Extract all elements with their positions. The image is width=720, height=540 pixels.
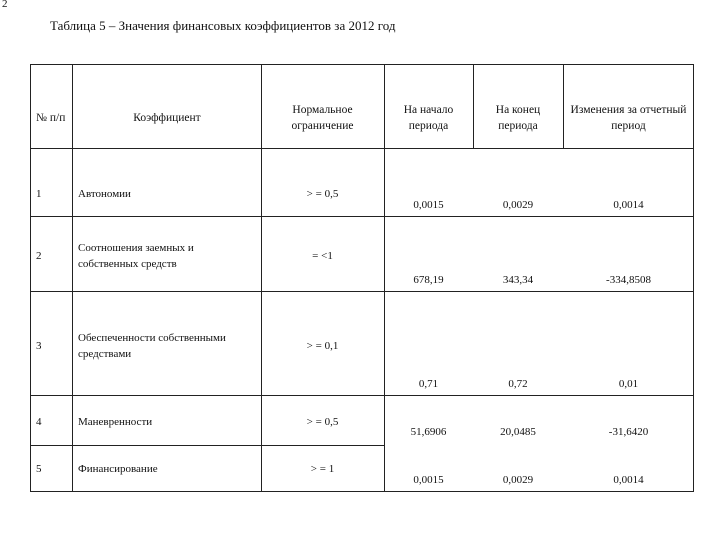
row5-change: 0,0014 bbox=[613, 474, 644, 486]
row5-name: Финансирование bbox=[78, 463, 158, 475]
header-coefficient: Коэффициент bbox=[133, 112, 201, 124]
coefficients-table bbox=[30, 64, 694, 492]
row5-norm: > = 1 bbox=[310, 463, 335, 475]
row1-start: 0,0015 bbox=[413, 199, 444, 211]
row2-num: 2 bbox=[36, 250, 42, 262]
table-title: Таблица 5 – Значения финансовых коэффициентов за 2012 год bbox=[50, 18, 396, 33]
row2-change: -334,8508 bbox=[606, 274, 651, 286]
row5-num: 5 bbox=[36, 463, 42, 475]
row3-name: Обеспеченности собственными средствами bbox=[78, 332, 226, 360]
row2-start: 678,19 bbox=[413, 274, 444, 286]
row4-start: 51,6906 bbox=[410, 426, 447, 438]
page-corner-number: 2 bbox=[2, 0, 8, 10]
row1-norm: > = 0,5 bbox=[306, 188, 339, 200]
row5-start: 0,0015 bbox=[413, 474, 444, 486]
row2-end: 343,34 bbox=[502, 274, 534, 286]
row3-end: 0,72 bbox=[508, 378, 528, 390]
row1-num: 1 bbox=[36, 188, 42, 200]
row3-num: 3 bbox=[36, 340, 42, 352]
row4-end: 20,0485 bbox=[500, 426, 536, 438]
row4-name: Маневренности bbox=[78, 416, 153, 428]
row4-change: -31,6420 bbox=[608, 426, 649, 438]
row1-end: 0,0029 bbox=[502, 199, 534, 211]
row3-norm: > = 0,1 bbox=[306, 340, 339, 352]
row5-end: 0,0029 bbox=[502, 474, 534, 486]
row2-name: Соотношения заемных и собственных средств bbox=[78, 242, 194, 270]
header-end: На конец периода bbox=[495, 104, 541, 132]
header-norm: Нормальное ограничение bbox=[291, 104, 354, 132]
row4-norm: > = 0,5 bbox=[306, 416, 339, 428]
row4-num: 4 bbox=[36, 416, 42, 428]
row3-start: 0,71 bbox=[418, 378, 439, 390]
row3-change: 0,01 bbox=[618, 378, 639, 390]
header-change: Изменения за отчетный период bbox=[570, 104, 687, 132]
row2-norm: = <1 bbox=[312, 250, 333, 262]
row1-name: Автономии bbox=[78, 188, 131, 200]
header-start: На начало периода bbox=[403, 104, 454, 132]
row1-change: 0,0014 bbox=[613, 199, 644, 211]
header-num: № п/п bbox=[36, 112, 66, 124]
